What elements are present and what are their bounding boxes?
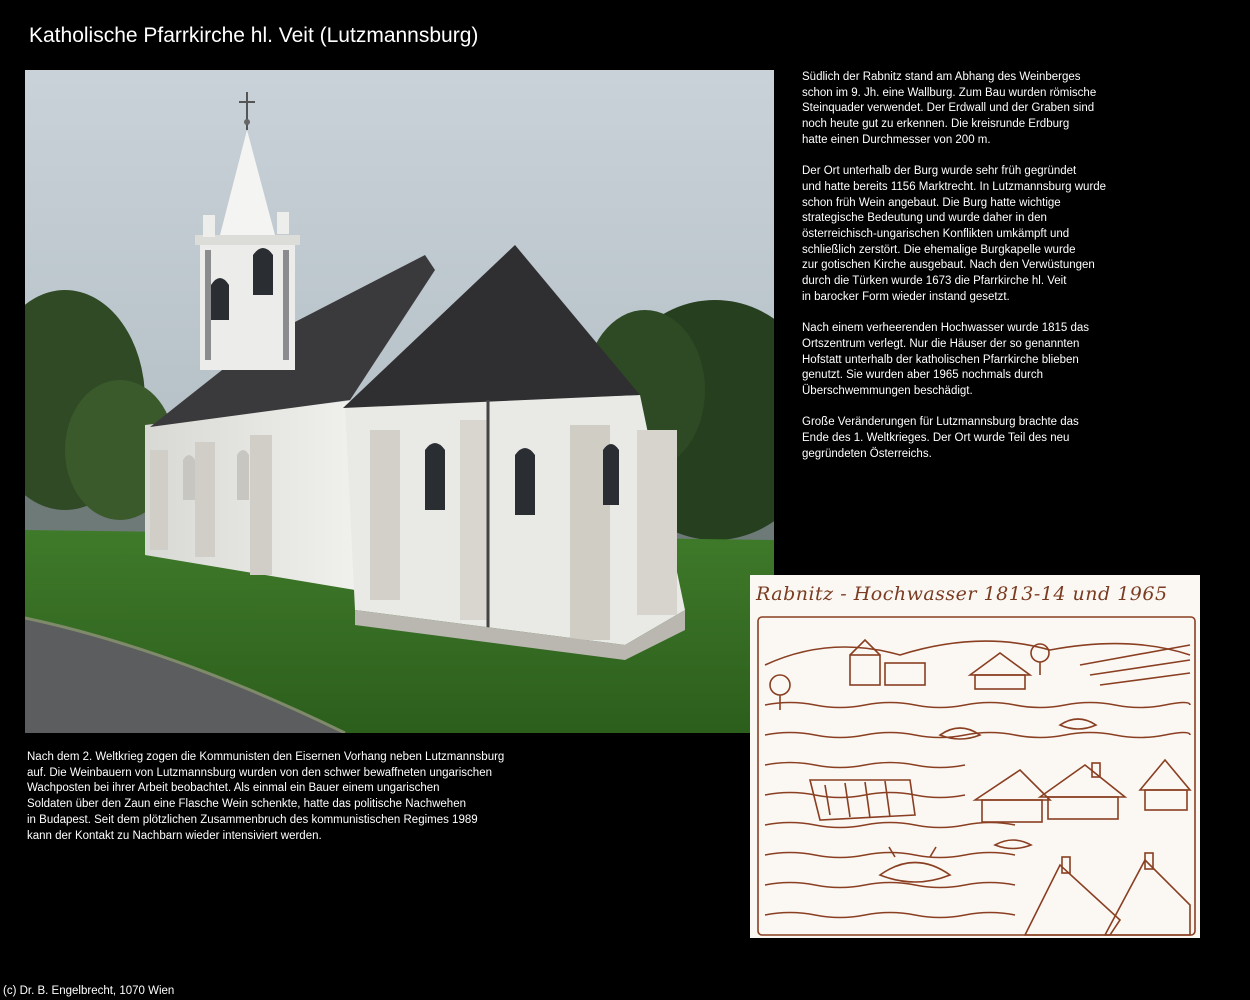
drawing-caption: Rabnitz - Hochwasser 1813-14 und 1965 — [756, 583, 1168, 605]
church-photo — [25, 70, 774, 733]
history-text-bottom — [27, 750, 587, 860]
page-title: Katholische Pfarrkirche hl. Veit (Lutzmannsburg) — [29, 24, 479, 47]
paragraph-ort: Der Ort unterhalb der Burg wurde sehr früh gegründet und hatte bereits 1156 Marktrecht. In Lutzmannsburg wurde schon früh Wein angebaut. Die Burg hatte wichtige strategische Bedeutung und wurde daher in den österreichisch-ungarischen Konflikten umkämpft und schließlich zerstört. Die ehemalige Burgkapelle wurde zur gotischen Kirche ausgebaut. Nach den Verwüstungen durch die Türken wurde 1673 die Pfarrkirche hl. Veit in barocker Form wieder instand gesetzt. — [802, 165, 1107, 303]
copyright-notice: (c) Dr. B. Engelbrecht, 1070 Wien — [3, 985, 175, 997]
history-text-right — [802, 70, 1202, 478]
paragraph-weltkrieg: Große Veränderungen für Lutzmannsburg brachte das Ende des 1. Weltkrieges. Der Ort wurde Teil des neu gegründeten Österreichs. — [802, 416, 1079, 460]
paragraph-wallburg: Südlich der Rabnitz stand am Abhang des Weinberges schon im 9. Jh. eine Wallburg. Zum Bau wurden römische Steinquader verwendet. Der Erdwall und der Graben sind noch heute gut zu erkennen. Die kreisrunde Erdburg hatte einen Durchmesser von 200 m. — [802, 71, 1097, 146]
paragraph-hochwasser: Nach einem verheerenden Hochwasser wurde 1815 das Ortszentrum verlegt. Nur die Häuser der so genannten Hofstatt unterhalb der katholischen Pfarrkirche blieben genutzt. Sie wurden aber 1965 nochmals durch Überschwemmungen beschädigt. — [802, 322, 1090, 398]
flood-drawing — [750, 575, 1200, 938]
paragraph-eiserner-vorhang: Nach dem 2. Weltkrieg zogen die Kommunisten den Eisernen Vorhang neben Lutzmannsburg auf. Die Weinbauern von Lutzmannsburg wurden von den schwer bewaffneten ungarischen Wachposten bei ihrer Arbeit beobachtet. Als einmal ein Bauer einem ungarischen Soldaten über den Zaun eine Flasche Wein schenkte, hatte das politische Nachwehen in Budapest. Seit dem plötzlichen Zusammenbruch des kommunistischen Regimes 1989 kann der Kontakt zu Nachbarn wieder intensiviert werden. — [27, 751, 505, 842]
